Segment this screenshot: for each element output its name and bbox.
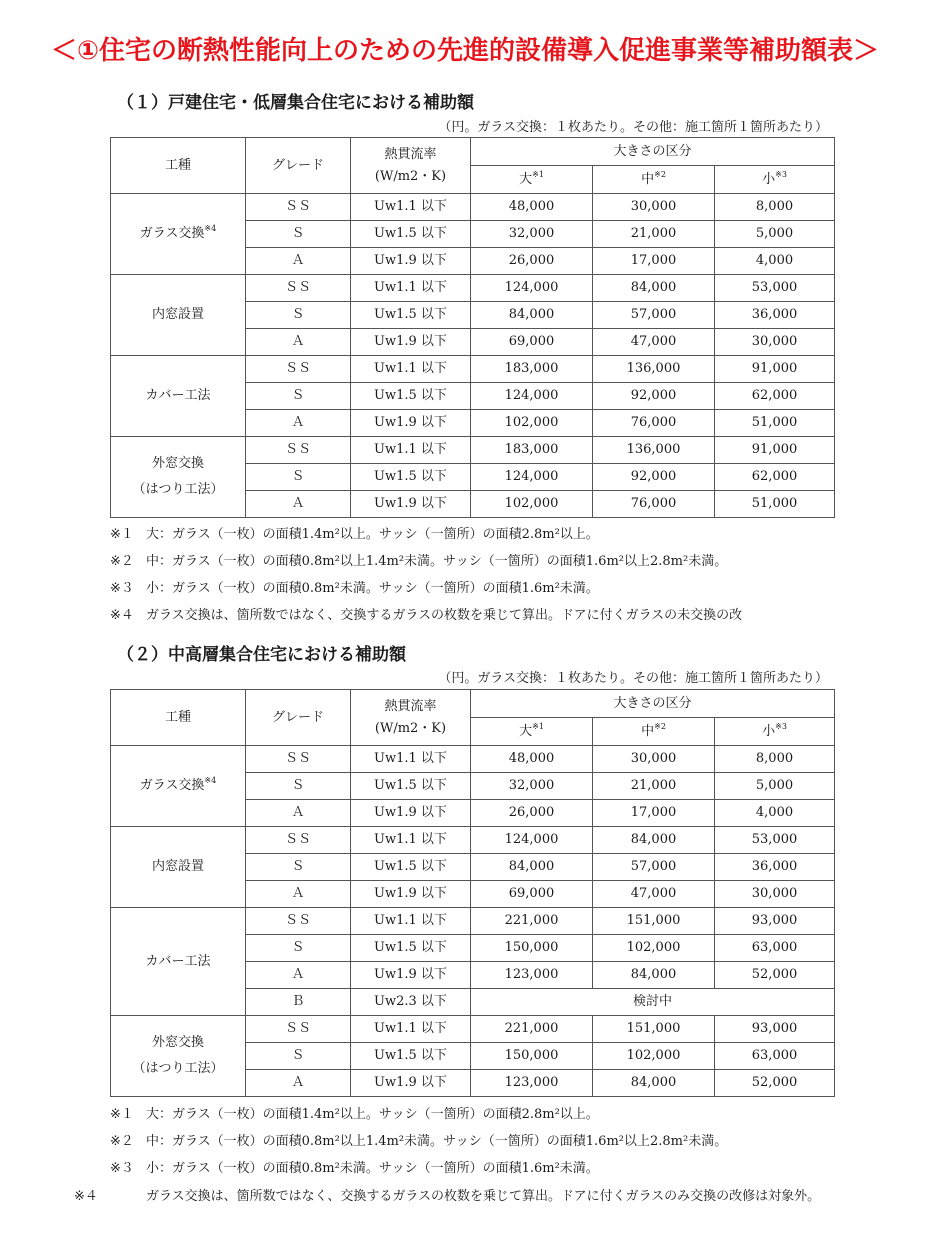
amount-large-cell: 26,000: [471, 248, 593, 275]
amount-large-cell: 183,000: [471, 356, 593, 383]
amount-large-cell: 102,000: [471, 410, 593, 437]
grade-cell: ＳＳ: [246, 746, 351, 773]
u-value-cell: Uw1.9 以下: [351, 881, 471, 908]
footnote: [74, 1184, 850, 1210]
u-value-cell: Uw1.5 以下: [351, 464, 471, 491]
table-row: [111, 827, 835, 854]
header-medium-label: 中: [641, 171, 655, 187]
header-u-line2: (W/m2・K): [374, 720, 447, 736]
amount-large-cell: 124,000: [471, 275, 593, 302]
work-type-cell: [111, 827, 246, 908]
u-value-cell: Uw1.5 以下: [351, 935, 471, 962]
header-u-value: [351, 690, 471, 746]
header-small-footnote-mark: ※3: [775, 721, 787, 731]
u-value-cell: Uw1.1 以下: [351, 356, 471, 383]
u-value-cell: Uw1.1 以下: [351, 746, 471, 773]
amount-large-cell: 124,000: [471, 827, 593, 854]
amount-small-cell: 8,000: [715, 194, 835, 221]
amount-small-cell: 62,000: [715, 464, 835, 491]
grade-cell: Ａ: [246, 491, 351, 518]
amount-large-cell: 124,000: [471, 464, 593, 491]
footnote-text: 小：ガラス（一枚）の面積0.8m²未満。サッシ（一箇所）の面積1.6m²未満。: [146, 1161, 599, 1176]
grade-cell: Ｓ: [246, 773, 351, 800]
footnote-text: 小：ガラス（一枚）の面積0.8m²未満。サッシ（一箇所）の面積1.6m²未満。: [146, 581, 599, 596]
footnote-mark: ※２: [110, 554, 134, 569]
header-u-line1: 熱貫流率: [384, 698, 437, 714]
amount-large-cell: 183,000: [471, 437, 593, 464]
amount-small-cell: 8,000: [715, 746, 835, 773]
amount-medium-cell: 17,000: [593, 800, 715, 827]
u-value-cell: Uw1.5 以下: [351, 221, 471, 248]
header-large-label: 大: [519, 171, 533, 187]
amount-large-cell: 123,000: [471, 962, 593, 989]
header-kind: [111, 138, 246, 194]
amount-medium-cell: 21,000: [593, 773, 715, 800]
footnote: [110, 523, 850, 550]
u-value-cell: Uw1.9 以下: [351, 410, 471, 437]
header-medium-label: 中: [641, 723, 655, 739]
u-value-cell: Uw1.5 以下: [351, 854, 471, 881]
header-kind: [111, 690, 246, 746]
header-medium-footnote-mark: ※2: [654, 721, 666, 731]
header-large-footnote-mark: ※1: [532, 721, 544, 731]
header-small-label: 小: [762, 723, 776, 739]
u-value-cell: Uw1.9 以下: [351, 248, 471, 275]
amount-small-cell: 53,000: [715, 827, 835, 854]
u-value-cell: Uw1.1 以下: [351, 1016, 471, 1043]
amount-medium-cell: 84,000: [593, 962, 715, 989]
u-value-cell: Uw1.9 以下: [351, 491, 471, 518]
amount-small-cell: 4,000: [715, 800, 835, 827]
amount-large-cell: 84,000: [471, 854, 593, 881]
amount-small-cell: 5,000: [715, 773, 835, 800]
amount-medium-cell: 84,000: [593, 275, 715, 302]
u-value-cell: Uw1.9 以下: [351, 329, 471, 356]
u-value-cell: Uw1.9 以下: [351, 962, 471, 989]
header-grade-label: グレード: [271, 709, 324, 725]
u-value-cell: Uw1.9 以下: [351, 1070, 471, 1097]
grade-cell: Ｓ: [246, 383, 351, 410]
u-value-cell: Uw1.1 以下: [351, 194, 471, 221]
work-type-sublabel: （はつり工法）: [132, 1061, 224, 1076]
amount-large-cell: 48,000: [471, 194, 593, 221]
amount-large-cell: 150,000: [471, 935, 593, 962]
u-value-cell: Uw2.3 以下: [351, 989, 471, 1016]
amount-medium-cell: 30,000: [593, 194, 715, 221]
footnote-mark: ※４: [110, 608, 134, 623]
table-row: [111, 746, 835, 773]
amount-small-cell: 52,000: [715, 1070, 835, 1097]
amount-large-cell: 69,000: [471, 881, 593, 908]
table-row: [111, 194, 835, 221]
header-kind-label: 工種: [164, 709, 191, 725]
amount-medium-cell: 84,000: [593, 827, 715, 854]
u-value-cell: Uw1.1 以下: [351, 275, 471, 302]
header-large-label: 大: [519, 723, 533, 739]
work-type-label: カバー工法: [145, 953, 211, 969]
amount-medium-cell: 136,000: [593, 437, 715, 464]
work-type-label: 外窓交換: [151, 456, 204, 472]
header-medium-footnote-mark: ※2: [654, 169, 666, 179]
amount-medium-cell: 76,000: [593, 491, 715, 518]
header-large: [471, 718, 593, 746]
amount-large-cell: 26,000: [471, 800, 593, 827]
footnote-text: ガラス交換は、箇所数ではなく、交換するガラスの枚数を乗じて算出。ドアに付くガラスのみ交換の改修は対象外。: [146, 1189, 821, 1204]
amount-medium-cell: 57,000: [593, 302, 715, 329]
work-type-cell: [111, 356, 246, 437]
header-small-footnote-mark: ※3: [775, 169, 787, 179]
grade-cell: ＳＳ: [246, 437, 351, 464]
grade-cell: ＳＳ: [246, 356, 351, 383]
work-type-cell: [111, 437, 246, 518]
amount-medium-cell: 92,000: [593, 383, 715, 410]
amount-medium-cell: 136,000: [593, 356, 715, 383]
amount-large-cell: 221,000: [471, 1016, 593, 1043]
section-1-notes: [110, 523, 850, 631]
amount-small-cell: 51,000: [715, 491, 835, 518]
grade-cell: Ｓ: [246, 221, 351, 248]
footnote: [110, 1130, 850, 1157]
work-type-label: ガラス交換: [139, 778, 205, 794]
header-size-label: 大きさの区分: [613, 143, 692, 159]
footnote-mark: ※１: [110, 527, 134, 542]
amount-large-cell: 102,000: [471, 491, 593, 518]
header-size-label: 大きさの区分: [613, 695, 692, 711]
amount-small-cell: 62,000: [715, 383, 835, 410]
amount-medium-cell: 102,000: [593, 1043, 715, 1070]
grade-cell: Ｓ: [246, 935, 351, 962]
grade-cell: ＳＳ: [246, 275, 351, 302]
table-header-row: [111, 138, 835, 166]
grade-cell: ＳＳ: [246, 908, 351, 935]
section-2-unit-note: （円。ガラス交換：１枚あたり。その他：施工箇所１箇所あたり）: [438, 671, 828, 686]
amount-small-cell: 4,000: [715, 248, 835, 275]
grade-cell: ＳＳ: [246, 194, 351, 221]
header-kind-label: 工種: [164, 157, 191, 173]
header-u-line2: (W/m2・K): [374, 168, 447, 184]
work-type-label: 外窓交換: [151, 1035, 204, 1051]
amount-medium-cell: 17,000: [593, 248, 715, 275]
grade-cell: Ｂ: [246, 989, 351, 1016]
amount-medium-cell: 102,000: [593, 935, 715, 962]
amount-large-cell: 32,000: [471, 221, 593, 248]
u-value-cell: Uw1.1 以下: [351, 908, 471, 935]
footnote-text: 中：ガラス（一枚）の面積0.8m²以上1.4m²未満。サッシ（一箇所）の面積1.6m²以上2.8m²未満。: [146, 554, 728, 569]
amount-small-cell: 36,000: [715, 854, 835, 881]
header-small: [715, 166, 835, 194]
work-type-label: 内窓設置: [151, 307, 204, 323]
amount-medium-cell: 21,000: [593, 221, 715, 248]
amount-small-cell: 53,000: [715, 275, 835, 302]
grade-cell: Ｓ: [246, 854, 351, 881]
work-type-cell: [111, 1016, 246, 1097]
header-small: [715, 718, 835, 746]
grade-cell: Ｓ: [246, 302, 351, 329]
table-row: [111, 275, 835, 302]
header-grade: [246, 690, 351, 746]
table-header-row: [111, 690, 835, 718]
work-type-cell: [111, 746, 246, 827]
amount-medium-cell: 30,000: [593, 746, 715, 773]
table-row: [111, 437, 835, 464]
amount-small-cell: 5,000: [715, 221, 835, 248]
footnote: [110, 1103, 850, 1130]
header-size: [471, 138, 835, 166]
grade-cell: Ａ: [246, 329, 351, 356]
table-row: [111, 356, 835, 383]
grade-cell: Ａ: [246, 962, 351, 989]
amount-large-cell: 150,000: [471, 1043, 593, 1070]
work-type-cell: [111, 194, 246, 275]
work-type-label: 内窓設置: [151, 859, 204, 875]
footnote-mark: ※３: [110, 1161, 134, 1176]
header-size: [471, 690, 835, 718]
grade-cell: ＳＳ: [246, 1016, 351, 1043]
subsidy-table-detached: [110, 137, 835, 518]
u-value-cell: Uw1.1 以下: [351, 437, 471, 464]
footnote-mark: ※４: [74, 1189, 98, 1204]
amount-small-cell: 63,000: [715, 935, 835, 962]
footnote-text: 中：ガラス（一枚）の面積0.8m²以上1.4m²未満。サッシ（一箇所）の面積1.6m²以上2.8m²未満。: [146, 1134, 728, 1149]
amount-small-cell: 52,000: [715, 962, 835, 989]
status-cell: 検討中: [471, 989, 835, 1016]
amount-small-cell: 93,000: [715, 1016, 835, 1043]
footnote-mark: ※３: [110, 581, 134, 596]
work-type-footnote-mark: ※4: [204, 224, 217, 234]
work-type-footnote-mark: ※4: [204, 776, 217, 786]
grade-cell: ＳＳ: [246, 827, 351, 854]
footnote-text: 大：ガラス（一枚）の面積1.4m²以上。サッシ（一箇所）の面積2.8m²以上。: [146, 527, 599, 542]
u-value-cell: Uw1.5 以下: [351, 302, 471, 329]
amount-small-cell: 36,000: [715, 302, 835, 329]
header-medium: [593, 166, 715, 194]
section-1-unit-note: （円。ガラス交換：１枚あたり。その他：施工箇所１箇所あたり）: [438, 120, 828, 135]
amount-small-cell: 91,000: [715, 437, 835, 464]
amount-medium-cell: 151,000: [593, 908, 715, 935]
amount-medium-cell: 84,000: [593, 1070, 715, 1097]
header-grade: [246, 138, 351, 194]
work-type-label: カバー工法: [145, 388, 211, 404]
amount-large-cell: 123,000: [471, 1070, 593, 1097]
amount-large-cell: 124,000: [471, 383, 593, 410]
u-value-cell: Uw1.5 以下: [351, 1043, 471, 1070]
amount-large-cell: 69,000: [471, 329, 593, 356]
footnote-text: ガラス交換は、箇所数ではなく、交換するガラスの枚数を乗じて算出。ドアに付くガラスの未交換の改: [146, 608, 743, 623]
footnote: [110, 577, 850, 604]
grade-cell: Ａ: [246, 1070, 351, 1097]
amount-small-cell: 30,000: [715, 329, 835, 356]
header-grade-label: グレード: [271, 157, 324, 173]
work-type-cell: [111, 275, 246, 356]
table-row: [111, 908, 835, 935]
header-large-footnote-mark: ※1: [532, 169, 544, 179]
amount-small-cell: 91,000: [715, 356, 835, 383]
footnote: [110, 604, 850, 631]
amount-large-cell: 84,000: [471, 302, 593, 329]
amount-medium-cell: 47,000: [593, 329, 715, 356]
work-type-label: ガラス交換: [139, 226, 205, 242]
work-type-cell: [111, 908, 246, 1016]
footnote-text: 大：ガラス（一枚）の面積1.4m²以上。サッシ（一箇所）の面積2.8m²以上。: [146, 1107, 599, 1122]
amount-small-cell: 63,000: [715, 1043, 835, 1070]
header-medium: [593, 718, 715, 746]
header-u-line1: 熱貫流率: [384, 146, 437, 162]
amount-medium-cell: 151,000: [593, 1016, 715, 1043]
grade-cell: Ａ: [246, 800, 351, 827]
grade-cell: Ｓ: [246, 1043, 351, 1070]
amount-small-cell: 30,000: [715, 881, 835, 908]
grade-cell: Ａ: [246, 410, 351, 437]
amount-medium-cell: 92,000: [593, 464, 715, 491]
amount-medium-cell: 47,000: [593, 881, 715, 908]
footnote-mark: ※１: [110, 1107, 134, 1122]
subsidy-table-multistory: [110, 689, 835, 1097]
footnote: [110, 550, 850, 577]
page-title: ＜①住宅の断熱性能向上のための先進的設備導入促進事業等補助額表＞: [50, 36, 879, 66]
section-2-notes: [74, 1103, 850, 1210]
header-small-label: 小: [762, 171, 776, 187]
header-u-value: [351, 138, 471, 194]
section-2-heading: （２）中高層集合住宅における補助額: [117, 645, 406, 665]
footnote: [110, 1157, 850, 1184]
work-type-sublabel: （はつり工法）: [132, 482, 224, 497]
amount-large-cell: 221,000: [471, 908, 593, 935]
header-large: [471, 166, 593, 194]
amount-medium-cell: 57,000: [593, 854, 715, 881]
grade-cell: Ａ: [246, 881, 351, 908]
u-value-cell: Uw1.9 以下: [351, 800, 471, 827]
footnote-mark: ※２: [110, 1134, 134, 1149]
amount-large-cell: 48,000: [471, 746, 593, 773]
amount-small-cell: 93,000: [715, 908, 835, 935]
amount-medium-cell: 76,000: [593, 410, 715, 437]
amount-large-cell: 32,000: [471, 773, 593, 800]
u-value-cell: Uw1.5 以下: [351, 773, 471, 800]
amount-small-cell: 51,000: [715, 410, 835, 437]
grade-cell: Ｓ: [246, 464, 351, 491]
u-value-cell: Uw1.5 以下: [351, 383, 471, 410]
table-row: [111, 1016, 835, 1043]
u-value-cell: Uw1.1 以下: [351, 827, 471, 854]
grade-cell: Ａ: [246, 248, 351, 275]
section-1-heading: （１）戸建住宅・低層集合住宅における補助額: [117, 93, 474, 113]
